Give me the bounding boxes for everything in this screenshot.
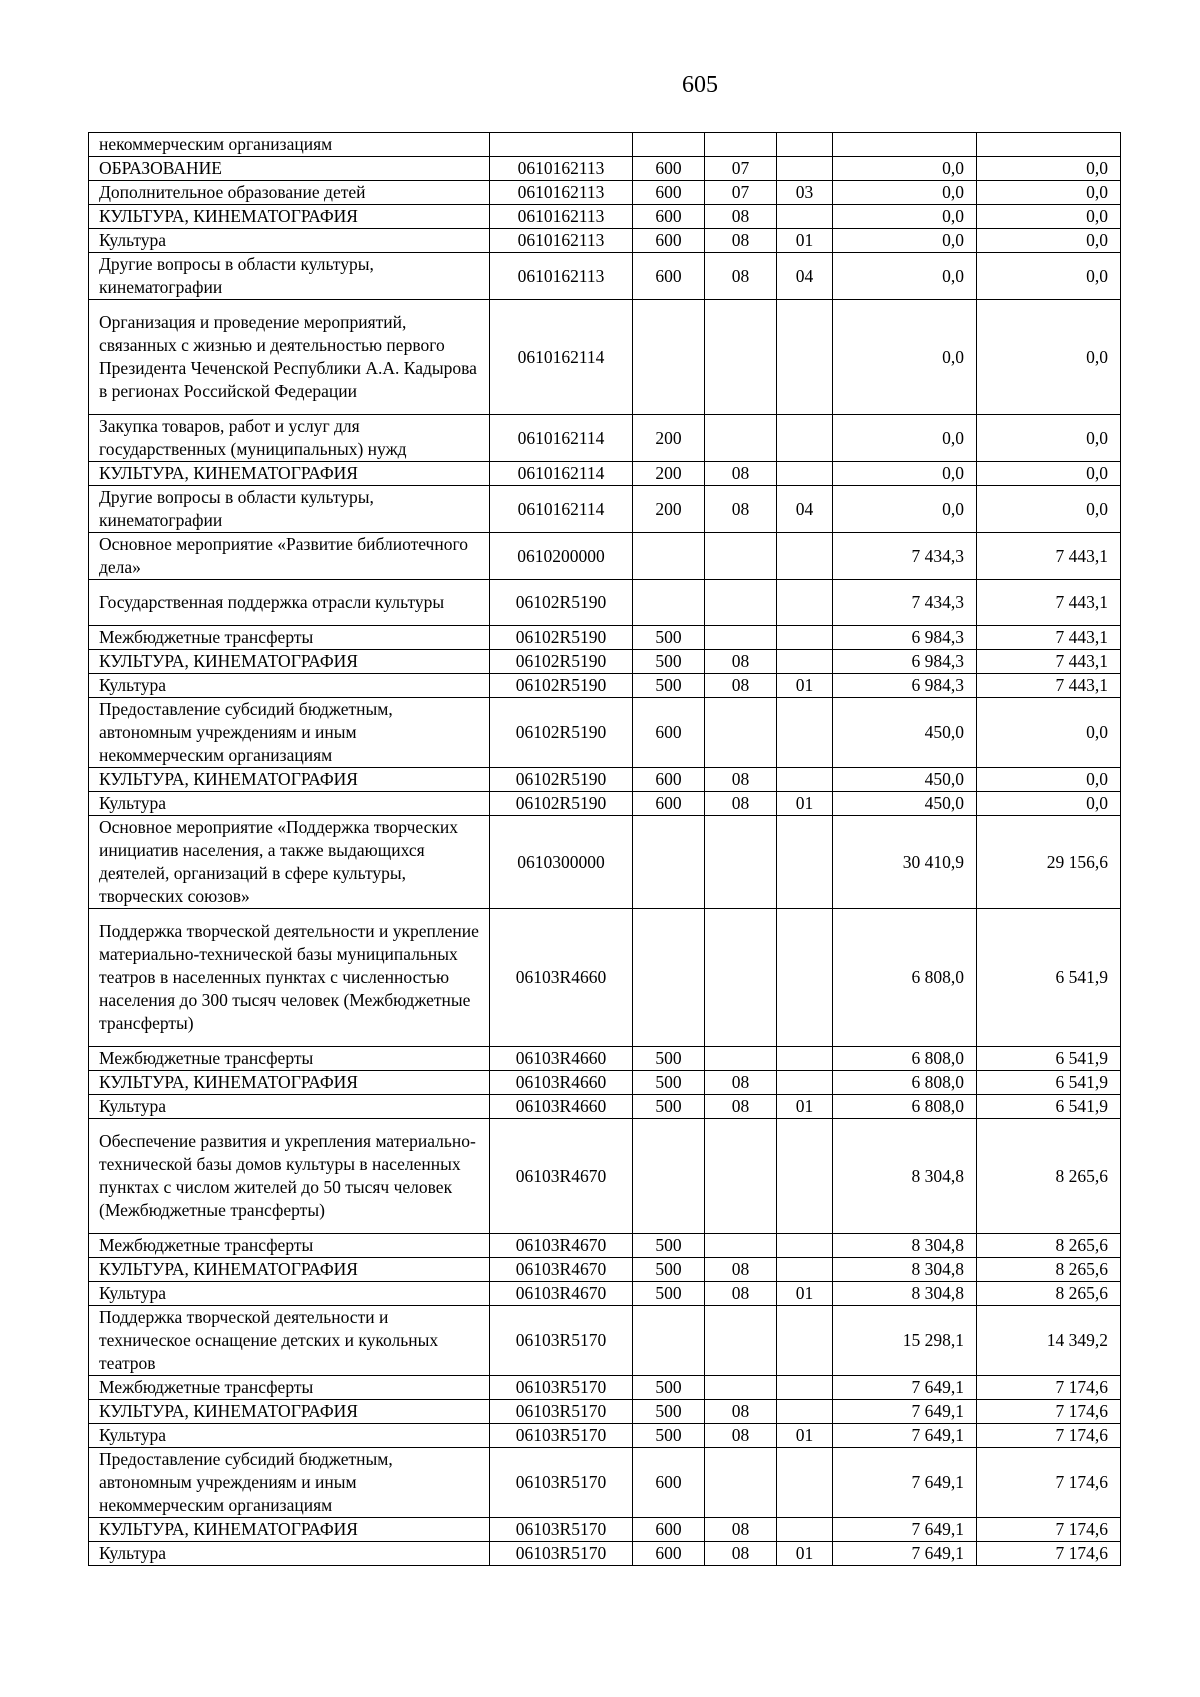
section-cell: 07 xyxy=(705,157,777,181)
section-cell: 08 xyxy=(705,1258,777,1282)
row-name-cell: Государственная поддержка отрасли культуры xyxy=(89,580,490,626)
subsection-cell: 04 xyxy=(777,253,833,300)
amount-year2-cell: 29 156,6 xyxy=(977,816,1121,909)
table-row xyxy=(89,157,1121,181)
row-name-cell: КУЛЬТУРА, КИНЕМАТОГРАФИЯ xyxy=(89,768,490,792)
expense-type-cell: 600 xyxy=(633,698,705,768)
target-article-cell: 06103R4670 xyxy=(490,1258,633,1282)
expense-type-cell: 500 xyxy=(633,650,705,674)
section-cell: 08 xyxy=(705,486,777,533)
section-cell xyxy=(705,1306,777,1376)
section-cell xyxy=(705,626,777,650)
row-name-cell: Культура xyxy=(89,674,490,698)
target-article-cell: 0610162113 xyxy=(490,205,633,229)
amount-year2-cell: 8 265,6 xyxy=(977,1119,1121,1234)
target-article-cell: 06103R4670 xyxy=(490,1282,633,1306)
amount-year1-cell: 8 304,8 xyxy=(833,1119,977,1234)
subsection-cell xyxy=(777,533,833,580)
table-row xyxy=(89,486,1121,533)
row-name-cell: ОБРАЗОВАНИЕ xyxy=(89,157,490,181)
row-name-cell: Культура xyxy=(89,1424,490,1448)
section-cell: 08 xyxy=(705,1400,777,1424)
subsection-cell xyxy=(777,300,833,415)
amount-year1-cell: 0,0 xyxy=(833,205,977,229)
amount-year1-cell: 7 649,1 xyxy=(833,1376,977,1400)
subsection-cell xyxy=(777,580,833,626)
subsection-cell xyxy=(777,909,833,1047)
row-name-cell: Основное мероприятие «Поддержка творческих инициатив населения, а также выдающихся деятелей, организаций в сфере культуры, творческих союзов» xyxy=(89,816,490,909)
row-name-cell: Поддержка творческой деятельности и укрепление материально-технической базы муниципальных театров в населенных пунктах с численностью населения до 300 тысяч человек (Межбюджетные трансферты) xyxy=(89,909,490,1047)
expense-type-cell xyxy=(633,1119,705,1234)
row-name-cell: Другие вопросы в области культуры, кинематографии xyxy=(89,486,490,533)
amount-year1-cell: 6 808,0 xyxy=(833,1095,977,1119)
table-row xyxy=(89,1518,1121,1542)
row-name-cell: Культура xyxy=(89,1542,490,1566)
section-cell xyxy=(705,415,777,462)
target-article-cell: 06102R5190 xyxy=(490,698,633,768)
table-row xyxy=(89,462,1121,486)
table-row xyxy=(89,133,1121,157)
table-row xyxy=(89,1306,1121,1376)
amount-year1-cell: 0,0 xyxy=(833,415,977,462)
expense-type-cell: 500 xyxy=(633,1424,705,1448)
table-row xyxy=(89,909,1121,1047)
amount-year1-cell: 0,0 xyxy=(833,462,977,486)
expense-type-cell: 500 xyxy=(633,1234,705,1258)
amount-year1-cell: 7 649,1 xyxy=(833,1448,977,1518)
amount-year1-cell xyxy=(833,133,977,157)
amount-year2-cell: 0,0 xyxy=(977,229,1121,253)
target-article-cell: 06103R5170 xyxy=(490,1518,633,1542)
subsection-cell: 01 xyxy=(777,1542,833,1566)
section-cell: 08 xyxy=(705,1282,777,1306)
subsection-cell xyxy=(777,768,833,792)
subsection-cell xyxy=(777,1258,833,1282)
section-cell xyxy=(705,580,777,626)
section-cell: 08 xyxy=(705,1424,777,1448)
expense-type-cell xyxy=(633,1306,705,1376)
expense-type-cell: 500 xyxy=(633,674,705,698)
subsection-cell xyxy=(777,1234,833,1258)
expense-type-cell: 200 xyxy=(633,415,705,462)
row-name-cell: Межбюджетные трансферты xyxy=(89,1376,490,1400)
amount-year2-cell: 0,0 xyxy=(977,486,1121,533)
amount-year1-cell: 0,0 xyxy=(833,181,977,205)
row-name-cell: Межбюджетные трансферты xyxy=(89,626,490,650)
amount-year2-cell: 7 443,1 xyxy=(977,580,1121,626)
expense-type-cell: 600 xyxy=(633,1448,705,1518)
amount-year1-cell: 450,0 xyxy=(833,792,977,816)
section-cell xyxy=(705,1119,777,1234)
target-article-cell: 0610200000 xyxy=(490,533,633,580)
table-row xyxy=(89,1095,1121,1119)
amount-year2-cell: 7 443,1 xyxy=(977,650,1121,674)
row-name-cell: Основное мероприятие «Развитие библиотечного дела» xyxy=(89,533,490,580)
amount-year1-cell: 15 298,1 xyxy=(833,1306,977,1376)
row-name-cell: Другие вопросы в области культуры, кинематографии xyxy=(89,253,490,300)
amount-year2-cell: 0,0 xyxy=(977,792,1121,816)
row-name-cell: Культура xyxy=(89,1095,490,1119)
amount-year1-cell: 0,0 xyxy=(833,300,977,415)
expense-type-cell: 600 xyxy=(633,157,705,181)
expense-type-cell: 500 xyxy=(633,1376,705,1400)
target-article-cell xyxy=(490,133,633,157)
subsection-cell: 01 xyxy=(777,674,833,698)
row-name-cell: Культура xyxy=(89,1282,490,1306)
table-row xyxy=(89,1258,1121,1282)
table-body xyxy=(89,133,1121,1566)
amount-year2-cell: 0,0 xyxy=(977,698,1121,768)
section-cell: 08 xyxy=(705,253,777,300)
expense-type-cell: 500 xyxy=(633,1047,705,1071)
row-name-cell: Обеспечение развития и укрепления материально-технической базы домов культуры в населенных пунктах с числом жителей до 50 тысяч человек (Межбюджетные трансферты) xyxy=(89,1119,490,1234)
table-row xyxy=(89,698,1121,768)
expense-type-cell: 600 xyxy=(633,229,705,253)
amount-year2-cell: 8 265,6 xyxy=(977,1258,1121,1282)
subsection-cell xyxy=(777,1306,833,1376)
expense-type-cell: 500 xyxy=(633,1095,705,1119)
table-row xyxy=(89,253,1121,300)
amount-year1-cell: 6 808,0 xyxy=(833,909,977,1047)
target-article-cell: 06103R4660 xyxy=(490,1071,633,1095)
amount-year1-cell: 30 410,9 xyxy=(833,816,977,909)
subsection-cell xyxy=(777,157,833,181)
target-article-cell: 06103R4660 xyxy=(490,1095,633,1119)
amount-year2-cell: 6 541,9 xyxy=(977,1071,1121,1095)
amount-year2-cell: 7 174,6 xyxy=(977,1424,1121,1448)
amount-year1-cell: 6 808,0 xyxy=(833,1071,977,1095)
section-cell xyxy=(705,1376,777,1400)
section-cell: 08 xyxy=(705,1071,777,1095)
subsection-cell: 01 xyxy=(777,1424,833,1448)
target-article-cell: 06103R4670 xyxy=(490,1234,633,1258)
amount-year1-cell: 0,0 xyxy=(833,229,977,253)
table-row xyxy=(89,580,1121,626)
subsection-cell xyxy=(777,1400,833,1424)
amount-year2-cell: 8 265,6 xyxy=(977,1282,1121,1306)
amount-year2-cell: 7 174,6 xyxy=(977,1448,1121,1518)
subsection-cell xyxy=(777,1071,833,1095)
table-row xyxy=(89,1376,1121,1400)
target-article-cell: 0610162114 xyxy=(490,486,633,533)
subsection-cell xyxy=(777,816,833,909)
subsection-cell xyxy=(777,1376,833,1400)
section-cell xyxy=(705,698,777,768)
table-row xyxy=(89,816,1121,909)
subsection-cell xyxy=(777,698,833,768)
expense-type-cell xyxy=(633,533,705,580)
expense-type-cell: 600 xyxy=(633,768,705,792)
amount-year2-cell: 6 541,9 xyxy=(977,1047,1121,1071)
target-article-cell: 0610162114 xyxy=(490,300,633,415)
amount-year1-cell: 7 649,1 xyxy=(833,1518,977,1542)
expense-type-cell xyxy=(633,580,705,626)
table-row xyxy=(89,1424,1121,1448)
amount-year1-cell: 8 304,8 xyxy=(833,1282,977,1306)
subsection-cell xyxy=(777,626,833,650)
amount-year2-cell: 0,0 xyxy=(977,157,1121,181)
table-row xyxy=(89,533,1121,580)
table-row xyxy=(89,181,1121,205)
row-name-cell: Межбюджетные трансферты xyxy=(89,1047,490,1071)
expense-type-cell: 600 xyxy=(633,1518,705,1542)
amount-year2-cell: 0,0 xyxy=(977,253,1121,300)
amount-year2-cell: 7 174,6 xyxy=(977,1518,1121,1542)
amount-year2-cell: 7 443,1 xyxy=(977,533,1121,580)
amount-year2-cell: 0,0 xyxy=(977,768,1121,792)
section-cell xyxy=(705,533,777,580)
amount-year1-cell: 8 304,8 xyxy=(833,1258,977,1282)
amount-year1-cell: 6 984,3 xyxy=(833,650,977,674)
target-article-cell: 06102R5190 xyxy=(490,792,633,816)
subsection-cell: 01 xyxy=(777,229,833,253)
expense-type-cell: 500 xyxy=(633,626,705,650)
row-name-cell: КУЛЬТУРА, КИНЕМАТОГРАФИЯ xyxy=(89,1518,490,1542)
subsection-cell xyxy=(777,1119,833,1234)
row-name-cell: КУЛЬТУРА, КИНЕМАТОГРАФИЯ xyxy=(89,462,490,486)
row-name-cell: Организация и проведение мероприятий, связанных с жизнью и деятельностью первого Президента Чеченской Республики А.А. Кадырова в регионах Российской Федерации xyxy=(89,300,490,415)
amount-year1-cell: 7 649,1 xyxy=(833,1542,977,1566)
amount-year1-cell: 7 649,1 xyxy=(833,1400,977,1424)
row-name-cell: КУЛЬТУРА, КИНЕМАТОГРАФИЯ xyxy=(89,1400,490,1424)
subsection-cell xyxy=(777,1047,833,1071)
amount-year1-cell: 6 808,0 xyxy=(833,1047,977,1071)
amount-year1-cell: 8 304,8 xyxy=(833,1234,977,1258)
page-number: 605 xyxy=(682,72,718,98)
section-cell xyxy=(705,300,777,415)
target-article-cell: 0610162113 xyxy=(490,157,633,181)
amount-year1-cell: 7 434,3 xyxy=(833,580,977,626)
subsection-cell xyxy=(777,205,833,229)
table-row xyxy=(89,768,1121,792)
expense-type-cell xyxy=(633,133,705,157)
target-article-cell: 0610162113 xyxy=(490,181,633,205)
amount-year2-cell: 7 174,6 xyxy=(977,1376,1121,1400)
table-row xyxy=(89,1400,1121,1424)
table-row xyxy=(89,792,1121,816)
amount-year1-cell: 7 649,1 xyxy=(833,1424,977,1448)
amount-year1-cell: 0,0 xyxy=(833,157,977,181)
table-row xyxy=(89,1071,1121,1095)
target-article-cell: 06103R5170 xyxy=(490,1448,633,1518)
target-article-cell: 06103R4670 xyxy=(490,1119,633,1234)
table-row xyxy=(89,300,1121,415)
target-article-cell: 06103R5170 xyxy=(490,1306,633,1376)
amount-year2-cell: 7 174,6 xyxy=(977,1400,1121,1424)
row-name-cell: КУЛЬТУРА, КИНЕМАТОГРАФИЯ xyxy=(89,1258,490,1282)
row-name-cell: КУЛЬТУРА, КИНЕМАТОГРАФИЯ xyxy=(89,1071,490,1095)
amount-year1-cell: 450,0 xyxy=(833,698,977,768)
amount-year2-cell: 0,0 xyxy=(977,205,1121,229)
section-cell: 08 xyxy=(705,462,777,486)
target-article-cell: 06103R5170 xyxy=(490,1376,633,1400)
section-cell: 08 xyxy=(705,650,777,674)
table-row xyxy=(89,1542,1121,1566)
table-row xyxy=(89,1119,1121,1234)
section-cell: 08 xyxy=(705,674,777,698)
amount-year1-cell: 6 984,3 xyxy=(833,674,977,698)
row-name-cell: КУЛЬТУРА, КИНЕМАТОГРАФИЯ xyxy=(89,205,490,229)
expense-type-cell: 500 xyxy=(633,1258,705,1282)
section-cell: 07 xyxy=(705,181,777,205)
amount-year2-cell: 0,0 xyxy=(977,300,1121,415)
expense-type-cell: 500 xyxy=(633,1071,705,1095)
target-article-cell: 0610162113 xyxy=(490,253,633,300)
section-cell: 08 xyxy=(705,1542,777,1566)
expense-type-cell: 600 xyxy=(633,1542,705,1566)
row-name-cell: Культура xyxy=(89,229,490,253)
target-article-cell: 06103R5170 xyxy=(490,1400,633,1424)
table-row xyxy=(89,674,1121,698)
target-article-cell: 06102R5190 xyxy=(490,650,633,674)
target-article-cell: 0610300000 xyxy=(490,816,633,909)
amount-year2-cell: 7 443,1 xyxy=(977,674,1121,698)
amount-year2-cell: 7 174,6 xyxy=(977,1542,1121,1566)
row-name-cell: Поддержка творческой деятельности и техническое оснащение детских и кукольных театров xyxy=(89,1306,490,1376)
subsection-cell xyxy=(777,415,833,462)
target-article-cell: 06102R5190 xyxy=(490,674,633,698)
table-row xyxy=(89,1047,1121,1071)
table-row xyxy=(89,650,1121,674)
table-row xyxy=(89,415,1121,462)
target-article-cell: 06102R5190 xyxy=(490,768,633,792)
table-row xyxy=(89,1234,1121,1258)
section-cell: 08 xyxy=(705,205,777,229)
row-name-cell: Культура xyxy=(89,792,490,816)
subsection-cell xyxy=(777,1448,833,1518)
subsection-cell: 01 xyxy=(777,1095,833,1119)
amount-year2-cell: 0,0 xyxy=(977,181,1121,205)
amount-year1-cell: 7 434,3 xyxy=(833,533,977,580)
target-article-cell: 06103R4660 xyxy=(490,1047,633,1071)
section-cell xyxy=(705,1047,777,1071)
amount-year2-cell: 0,0 xyxy=(977,462,1121,486)
subsection-cell: 03 xyxy=(777,181,833,205)
subsection-cell xyxy=(777,1518,833,1542)
section-cell: 08 xyxy=(705,1518,777,1542)
target-article-cell: 06102R5190 xyxy=(490,626,633,650)
section-cell xyxy=(705,1234,777,1258)
table-row xyxy=(89,1448,1121,1518)
expense-type-cell: 500 xyxy=(633,1282,705,1306)
amount-year1-cell: 6 984,3 xyxy=(833,626,977,650)
target-article-cell: 0610162114 xyxy=(490,415,633,462)
subsection-cell xyxy=(777,462,833,486)
amount-year2-cell: 7 443,1 xyxy=(977,626,1121,650)
expense-type-cell: 600 xyxy=(633,181,705,205)
amount-year2-cell: 6 541,9 xyxy=(977,1095,1121,1119)
row-name-cell: Предоставление субсидий бюджетным, автономным учреждениям и иным некоммерческим организациям xyxy=(89,1448,490,1518)
amount-year2-cell: 8 265,6 xyxy=(977,1234,1121,1258)
expense-type-cell: 600 xyxy=(633,205,705,229)
row-name-cell: Предоставление субсидий бюджетным, автономным учреждениям и иным некоммерческим организациям xyxy=(89,698,490,768)
section-cell xyxy=(705,816,777,909)
section-cell xyxy=(705,133,777,157)
section-cell: 08 xyxy=(705,1095,777,1119)
expense-type-cell xyxy=(633,909,705,1047)
row-name-cell: Закупка товаров, работ и услуг для государственных (муниципальных) нужд xyxy=(89,415,490,462)
amount-year1-cell: 450,0 xyxy=(833,768,977,792)
target-article-cell: 06103R5170 xyxy=(490,1424,633,1448)
row-name-cell: Дополнительное образование детей xyxy=(89,181,490,205)
expense-type-cell: 500 xyxy=(633,1400,705,1424)
target-article-cell: 06103R4660 xyxy=(490,909,633,1047)
budget-table xyxy=(88,132,1121,1566)
table-row xyxy=(89,229,1121,253)
amount-year2-cell: 6 541,9 xyxy=(977,909,1121,1047)
target-article-cell: 06102R5190 xyxy=(490,580,633,626)
table-row xyxy=(89,205,1121,229)
section-cell: 08 xyxy=(705,792,777,816)
subsection-cell: 04 xyxy=(777,486,833,533)
amount-year2-cell: 14 349,2 xyxy=(977,1306,1121,1376)
table-row xyxy=(89,626,1121,650)
target-article-cell: 06103R5170 xyxy=(490,1542,633,1566)
amount-year2-cell xyxy=(977,133,1121,157)
subsection-cell: 01 xyxy=(777,792,833,816)
target-article-cell: 0610162114 xyxy=(490,462,633,486)
row-name-cell: Межбюджетные трансферты xyxy=(89,1234,490,1258)
section-cell: 08 xyxy=(705,229,777,253)
section-cell xyxy=(705,909,777,1047)
section-cell xyxy=(705,1448,777,1518)
expense-type-cell: 200 xyxy=(633,462,705,486)
table-row xyxy=(89,1282,1121,1306)
expense-type-cell: 600 xyxy=(633,253,705,300)
expense-type-cell: 200 xyxy=(633,486,705,533)
amount-year2-cell: 0,0 xyxy=(977,415,1121,462)
subsection-cell xyxy=(777,133,833,157)
section-cell: 08 xyxy=(705,768,777,792)
subsection-cell xyxy=(777,650,833,674)
expense-type-cell: 600 xyxy=(633,792,705,816)
expense-type-cell xyxy=(633,816,705,909)
target-article-cell: 0610162113 xyxy=(490,229,633,253)
expense-type-cell xyxy=(633,300,705,415)
subsection-cell: 01 xyxy=(777,1282,833,1306)
amount-year1-cell: 0,0 xyxy=(833,253,977,300)
row-name-cell: некоммерческим организациям xyxy=(89,133,490,157)
amount-year1-cell: 0,0 xyxy=(833,486,977,533)
row-name-cell: КУЛЬТУРА, КИНЕМАТОГРАФИЯ xyxy=(89,650,490,674)
